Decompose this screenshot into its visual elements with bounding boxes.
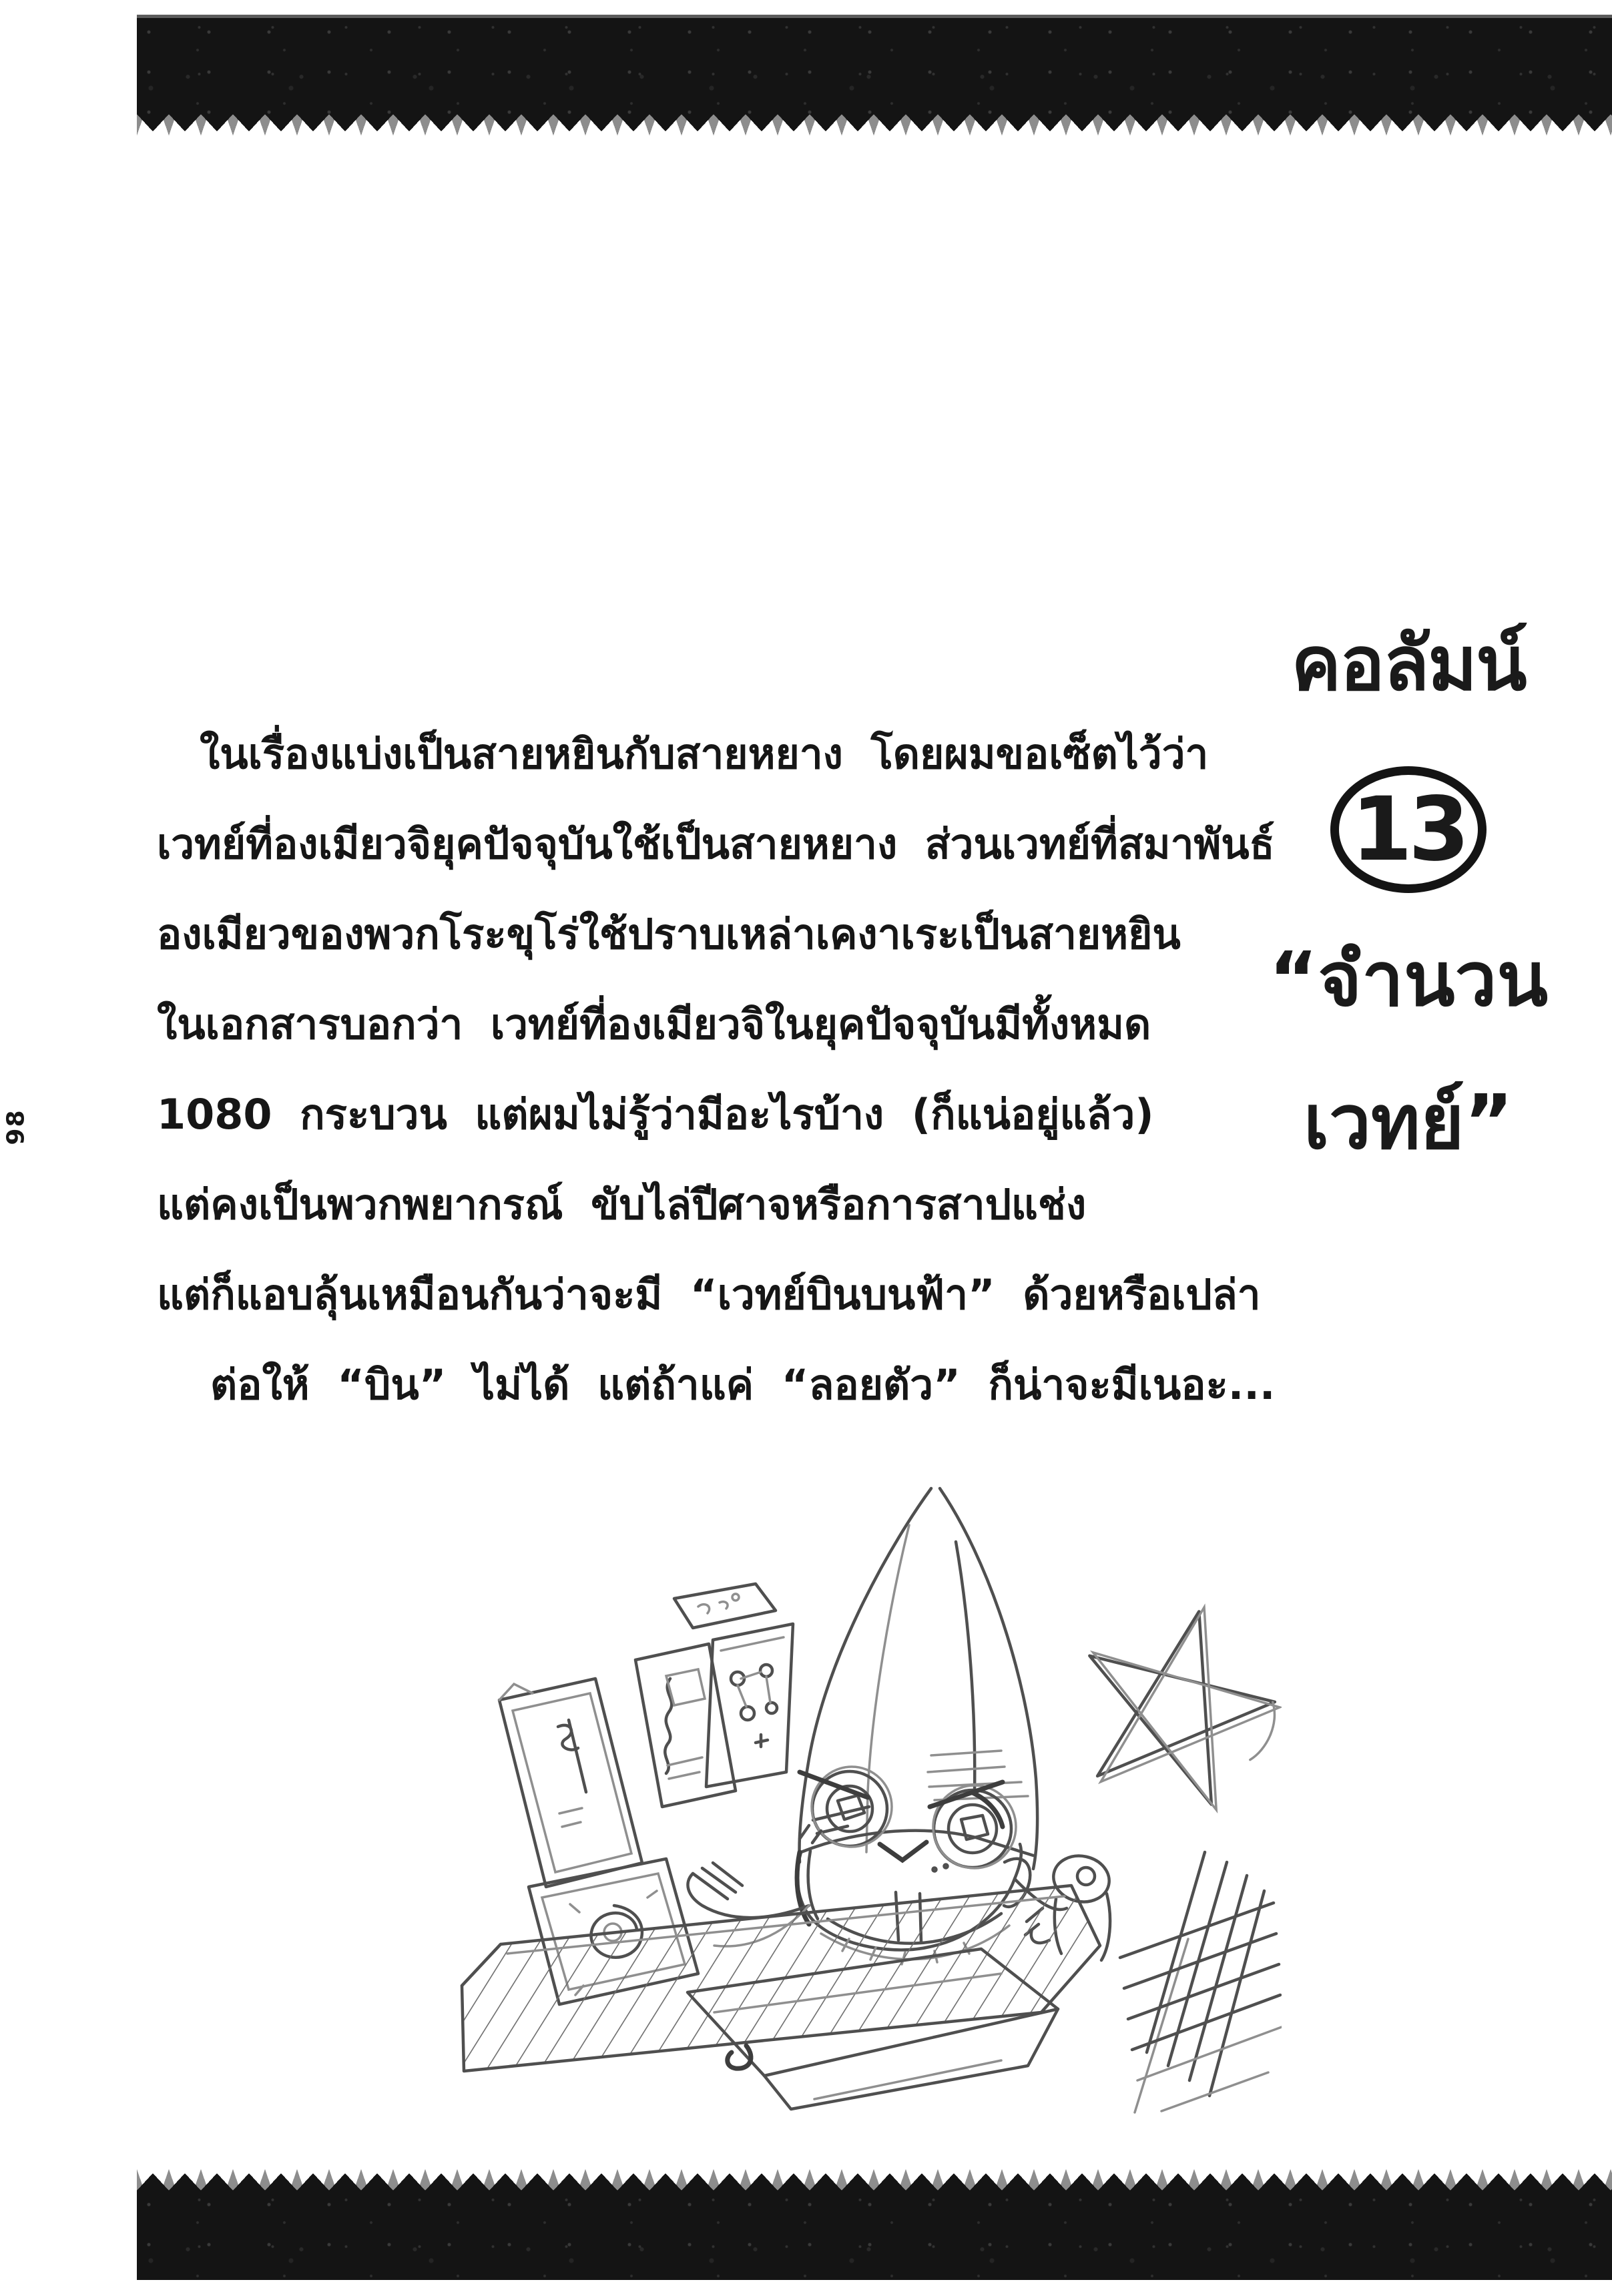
unrolled-scroll bbox=[462, 1851, 1113, 2109]
column-label: คอลัมน์ bbox=[1291, 621, 1526, 707]
body-line: องเมียวของพวกโระขุโร่ใช้ปราบเหล่าเคงาเระเป็นสายหยิน bbox=[157, 910, 1181, 958]
body-line: 1080 กระบวน แต่ผมไม่รู้ว่ามีอะไรบ้าง (ก็แน่อยู่แล้ว) bbox=[157, 1090, 1154, 1139]
body-paragraph bbox=[157, 709, 1276, 1430]
body-line: ต่อให้ “บิน” ไม่ได้ แต่ถ้าแค่ “ลอยตัว” ก็น่าจะมีเนอะ... bbox=[210, 1360, 1276, 1409]
crosshatch-scribbles bbox=[1120, 1852, 1282, 2112]
body-line: ในเรื่องแบ่งเป็นสายหยินกับสายหยาง โดยผมขอเซ็ตไว้ว่า bbox=[200, 730, 1209, 778]
page-number: 98 bbox=[2, 1109, 30, 1145]
onmyoji-character-sketch bbox=[400, 1478, 1282, 2159]
body-line: แต่ก็แอบลุ้นเหมือนกันว่าจะมี “เวทย์บินบนฟ้า” ด้วยหรือเปล่า bbox=[157, 1270, 1261, 1319]
column-title-line1: “จำนวน bbox=[1268, 936, 1549, 1023]
column-number-badge bbox=[1330, 766, 1487, 893]
body-line: เวทย์ที่องเมียวจิยุคปัจจุบันใช้เป็นสายหยาง ส่วนเวทย์ที่สมาพันธ์ bbox=[157, 820, 1275, 868]
body-line: แต่คงเป็นพวกพยากรณ์ ขับไล่ปีศาจหรือการสาปแช่ง bbox=[157, 1180, 1087, 1229]
pentagram-doodle bbox=[1061, 1583, 1282, 1819]
bottom-border-texture bbox=[137, 2191, 1612, 2280]
top-border-zigzag bbox=[137, 114, 1612, 135]
bottom-border-band bbox=[137, 2169, 1612, 2280]
column-title-line2: เวทย์” bbox=[1303, 1079, 1514, 1166]
top-border-texture bbox=[137, 15, 1612, 114]
top-border-band bbox=[137, 15, 1612, 135]
bottom-border-zigzag bbox=[137, 2169, 1612, 2191]
column-number: 13 bbox=[1351, 778, 1466, 881]
body-line: ในเอกสารบอกว่า เวทย์ที่องเมียวจิในยุคปัจจุบันมีทั้งหมด bbox=[157, 1000, 1151, 1049]
